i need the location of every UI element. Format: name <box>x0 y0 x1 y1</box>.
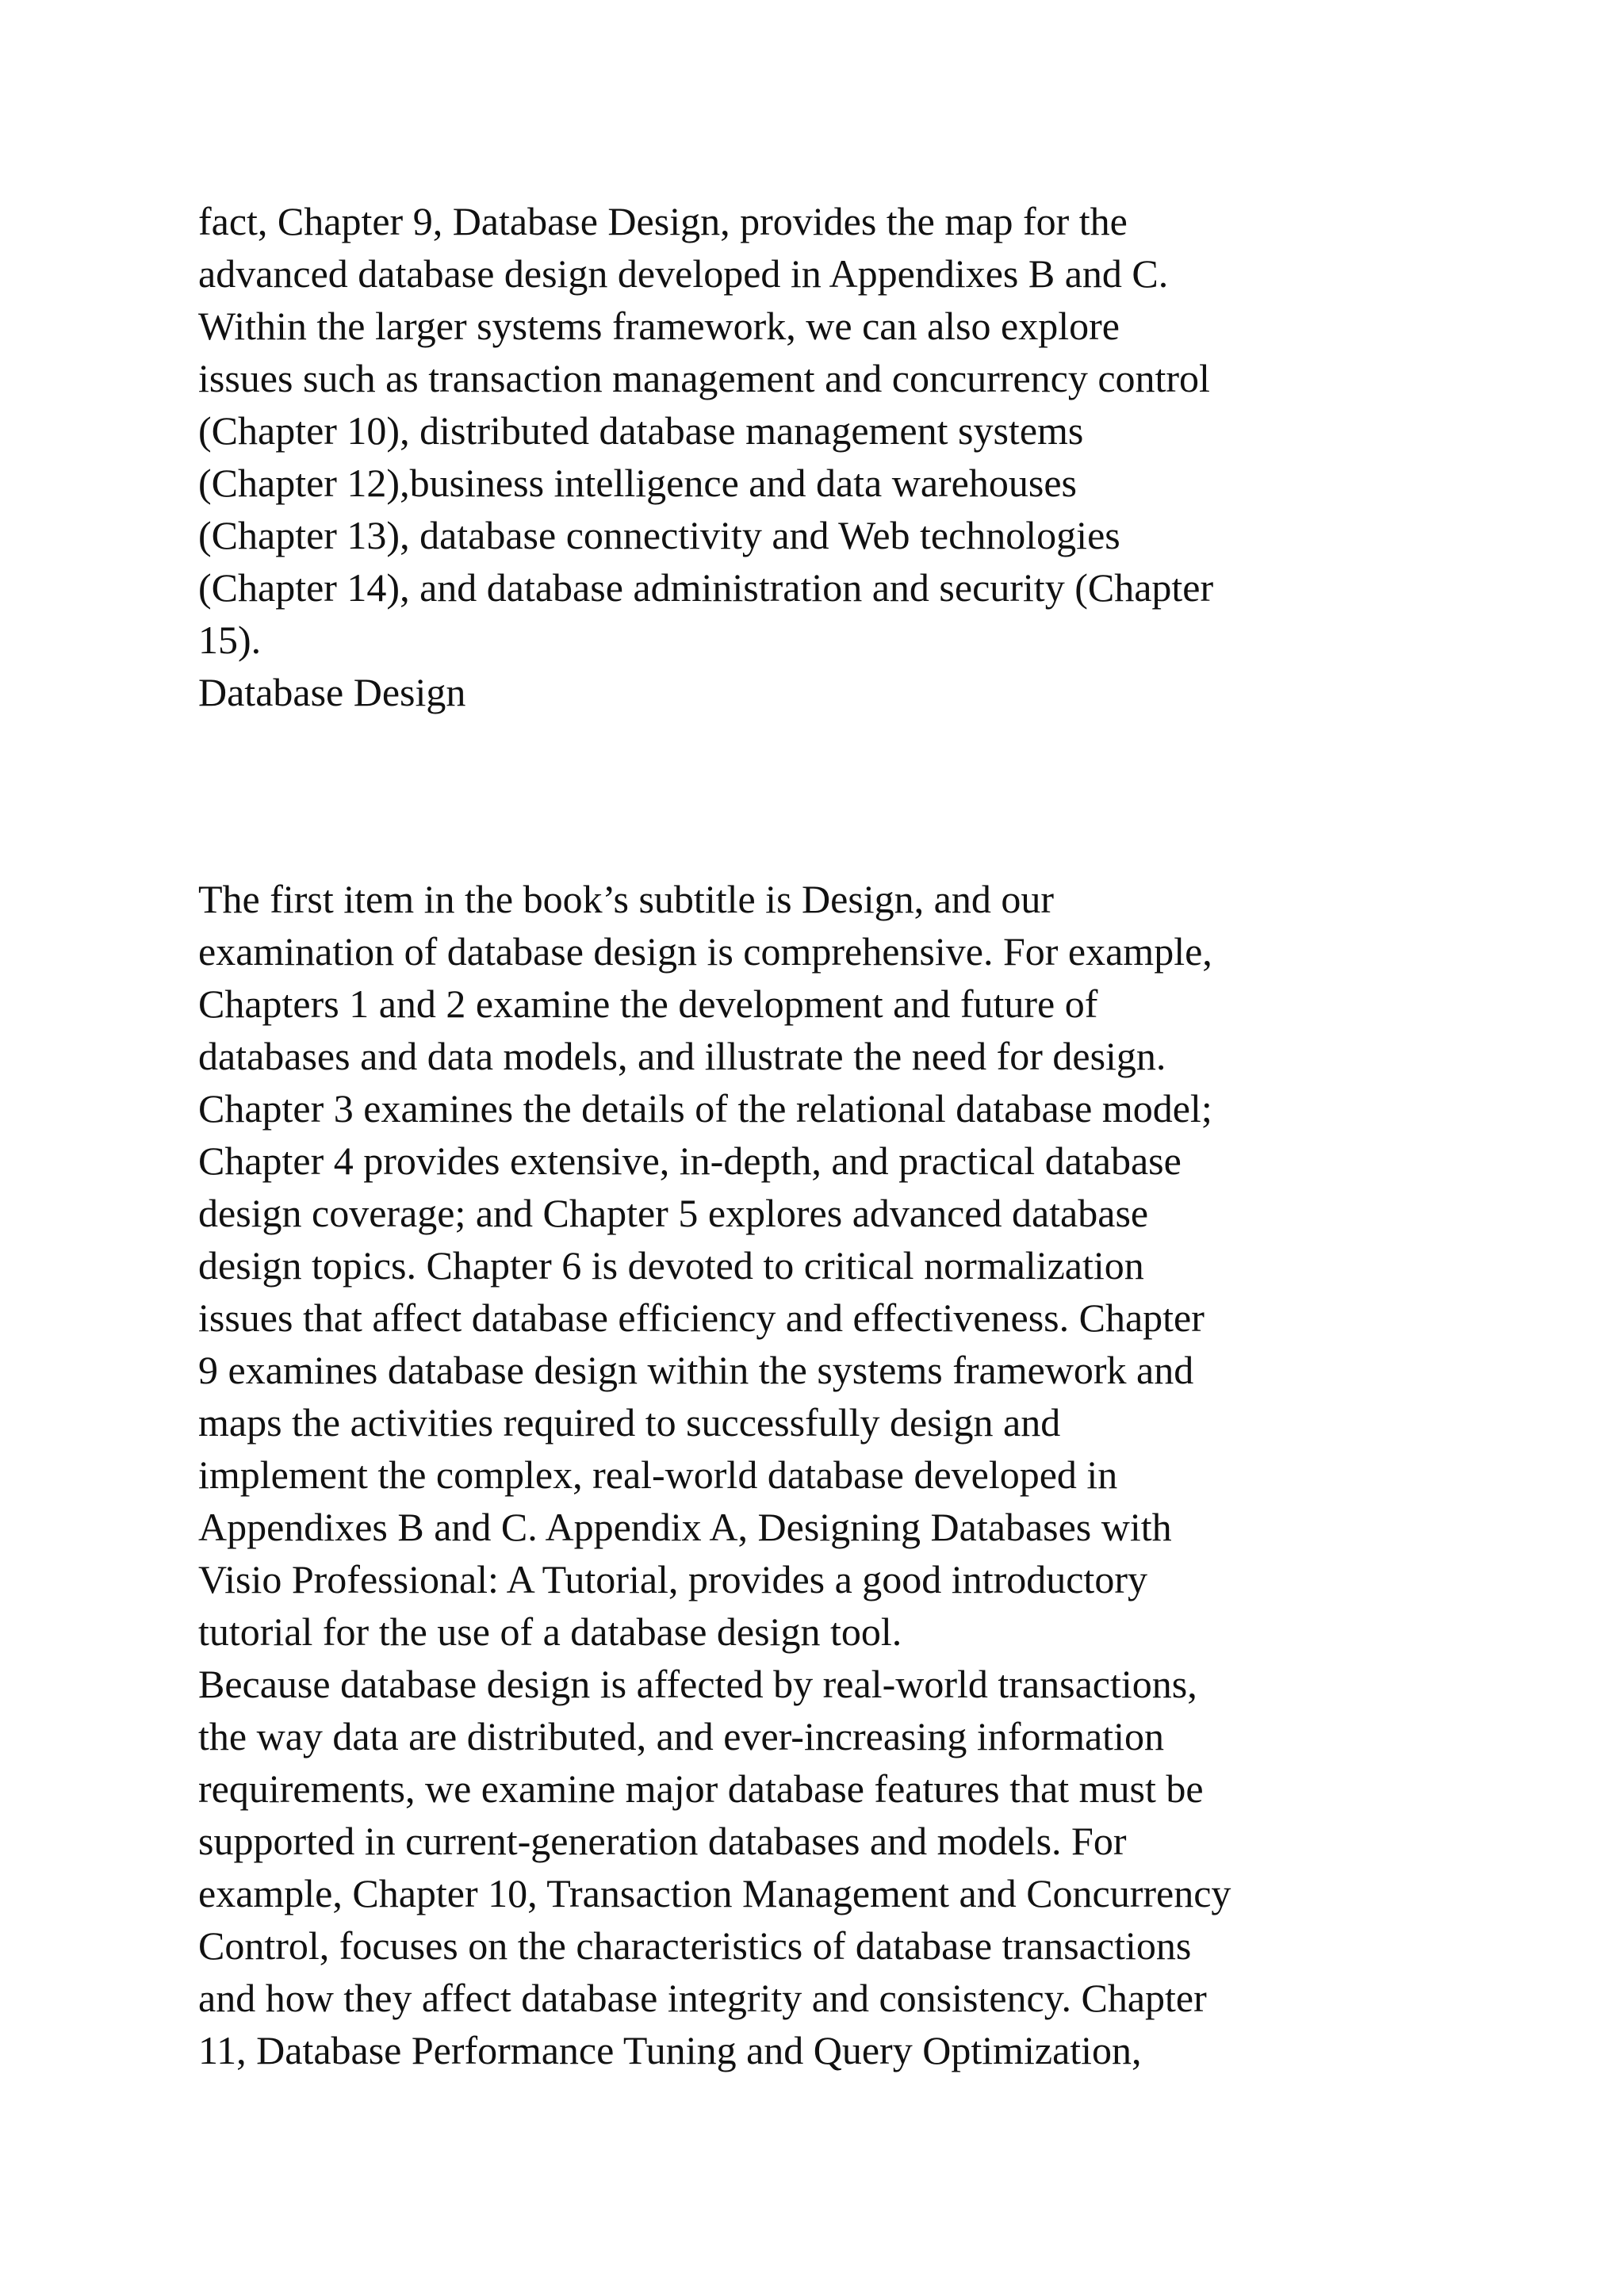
text-line: databases and data models, and illustrate the need for design. <box>198 1034 1166 1078</box>
text-line: 15). <box>198 618 262 662</box>
text-line: maps the activities required to successfully design and <box>198 1400 1061 1445</box>
text-line: (Chapter 13), database connectivity and Web technologies <box>198 513 1120 557</box>
text-line: Chapter 3 examines the details of the relational database model; <box>198 1086 1212 1131</box>
text-line: Chapters 1 and 2 examine the development and future of <box>198 982 1098 1026</box>
text-line: Within the larger systems framework, we can also explore <box>198 304 1120 348</box>
text-line: implement the complex, real-world database developed in <box>198 1452 1118 1497</box>
text-line: Control, focuses on the characteristics of database transactions <box>198 1923 1192 1968</box>
text-line: examination of database design is comprehensive. For example, <box>198 929 1212 974</box>
text-line: 9 examines database design within the systems framework and <box>198 1348 1194 1392</box>
text-line: 11, Database Performance Tuning and Query Optimization, <box>198 2028 1142 2072</box>
text-line: (Chapter 12),business intelligence and data warehouses <box>198 461 1077 505</box>
text-line: advanced database design developed in Appendixes B and C. <box>198 251 1169 296</box>
section-heading: Database Design <box>198 670 466 714</box>
text-line: Because database design is affected by real-world transactions, <box>198 1662 1197 1706</box>
text-line: Visio Professional: A Tutorial, provides a good introductory <box>198 1557 1147 1601</box>
text-line: design coverage; and Chapter 5 explores advanced database <box>198 1191 1149 1235</box>
text-line: the way data are distributed, and ever-increasing information <box>198 1714 1164 1758</box>
text-line: supported in current-generation databases and models. For <box>198 1819 1127 1863</box>
text-line: issues that affect database efficiency and effectiveness. Chapter <box>198 1295 1205 1340</box>
text-line: Appendixes B and C. Appendix A, Designing Databases with <box>198 1505 1172 1549</box>
text-block-top <box>198 195 1515 718</box>
text-line: requirements, we examine major database features that must be <box>198 1766 1204 1811</box>
text-line: and how they affect database integrity and consistency. Chapter <box>198 1976 1207 2020</box>
text-line: Chapter 4 provides extensive, in-depth, and practical database <box>198 1138 1182 1183</box>
text-block-main <box>198 873 1515 2076</box>
text-line: (Chapter 14), and database administration and security (Chapter <box>198 565 1214 610</box>
text-line: tutorial for the use of a database design tool. <box>198 1609 902 1654</box>
text-line: The first item in the book’s subtitle is Design, and our <box>198 877 1055 921</box>
text-line: design topics. Chapter 6 is devoted to critical normalization <box>198 1243 1144 1288</box>
text-line: (Chapter 10), distributed database management systems <box>198 408 1084 453</box>
text-line: issues such as transaction management and concurrency control <box>198 356 1210 400</box>
text-line: fact, Chapter 9, Database Design, provides the map for the <box>198 199 1128 243</box>
text-line: example, Chapter 10, Transaction Management and Concurrency <box>198 1871 1231 1915</box>
